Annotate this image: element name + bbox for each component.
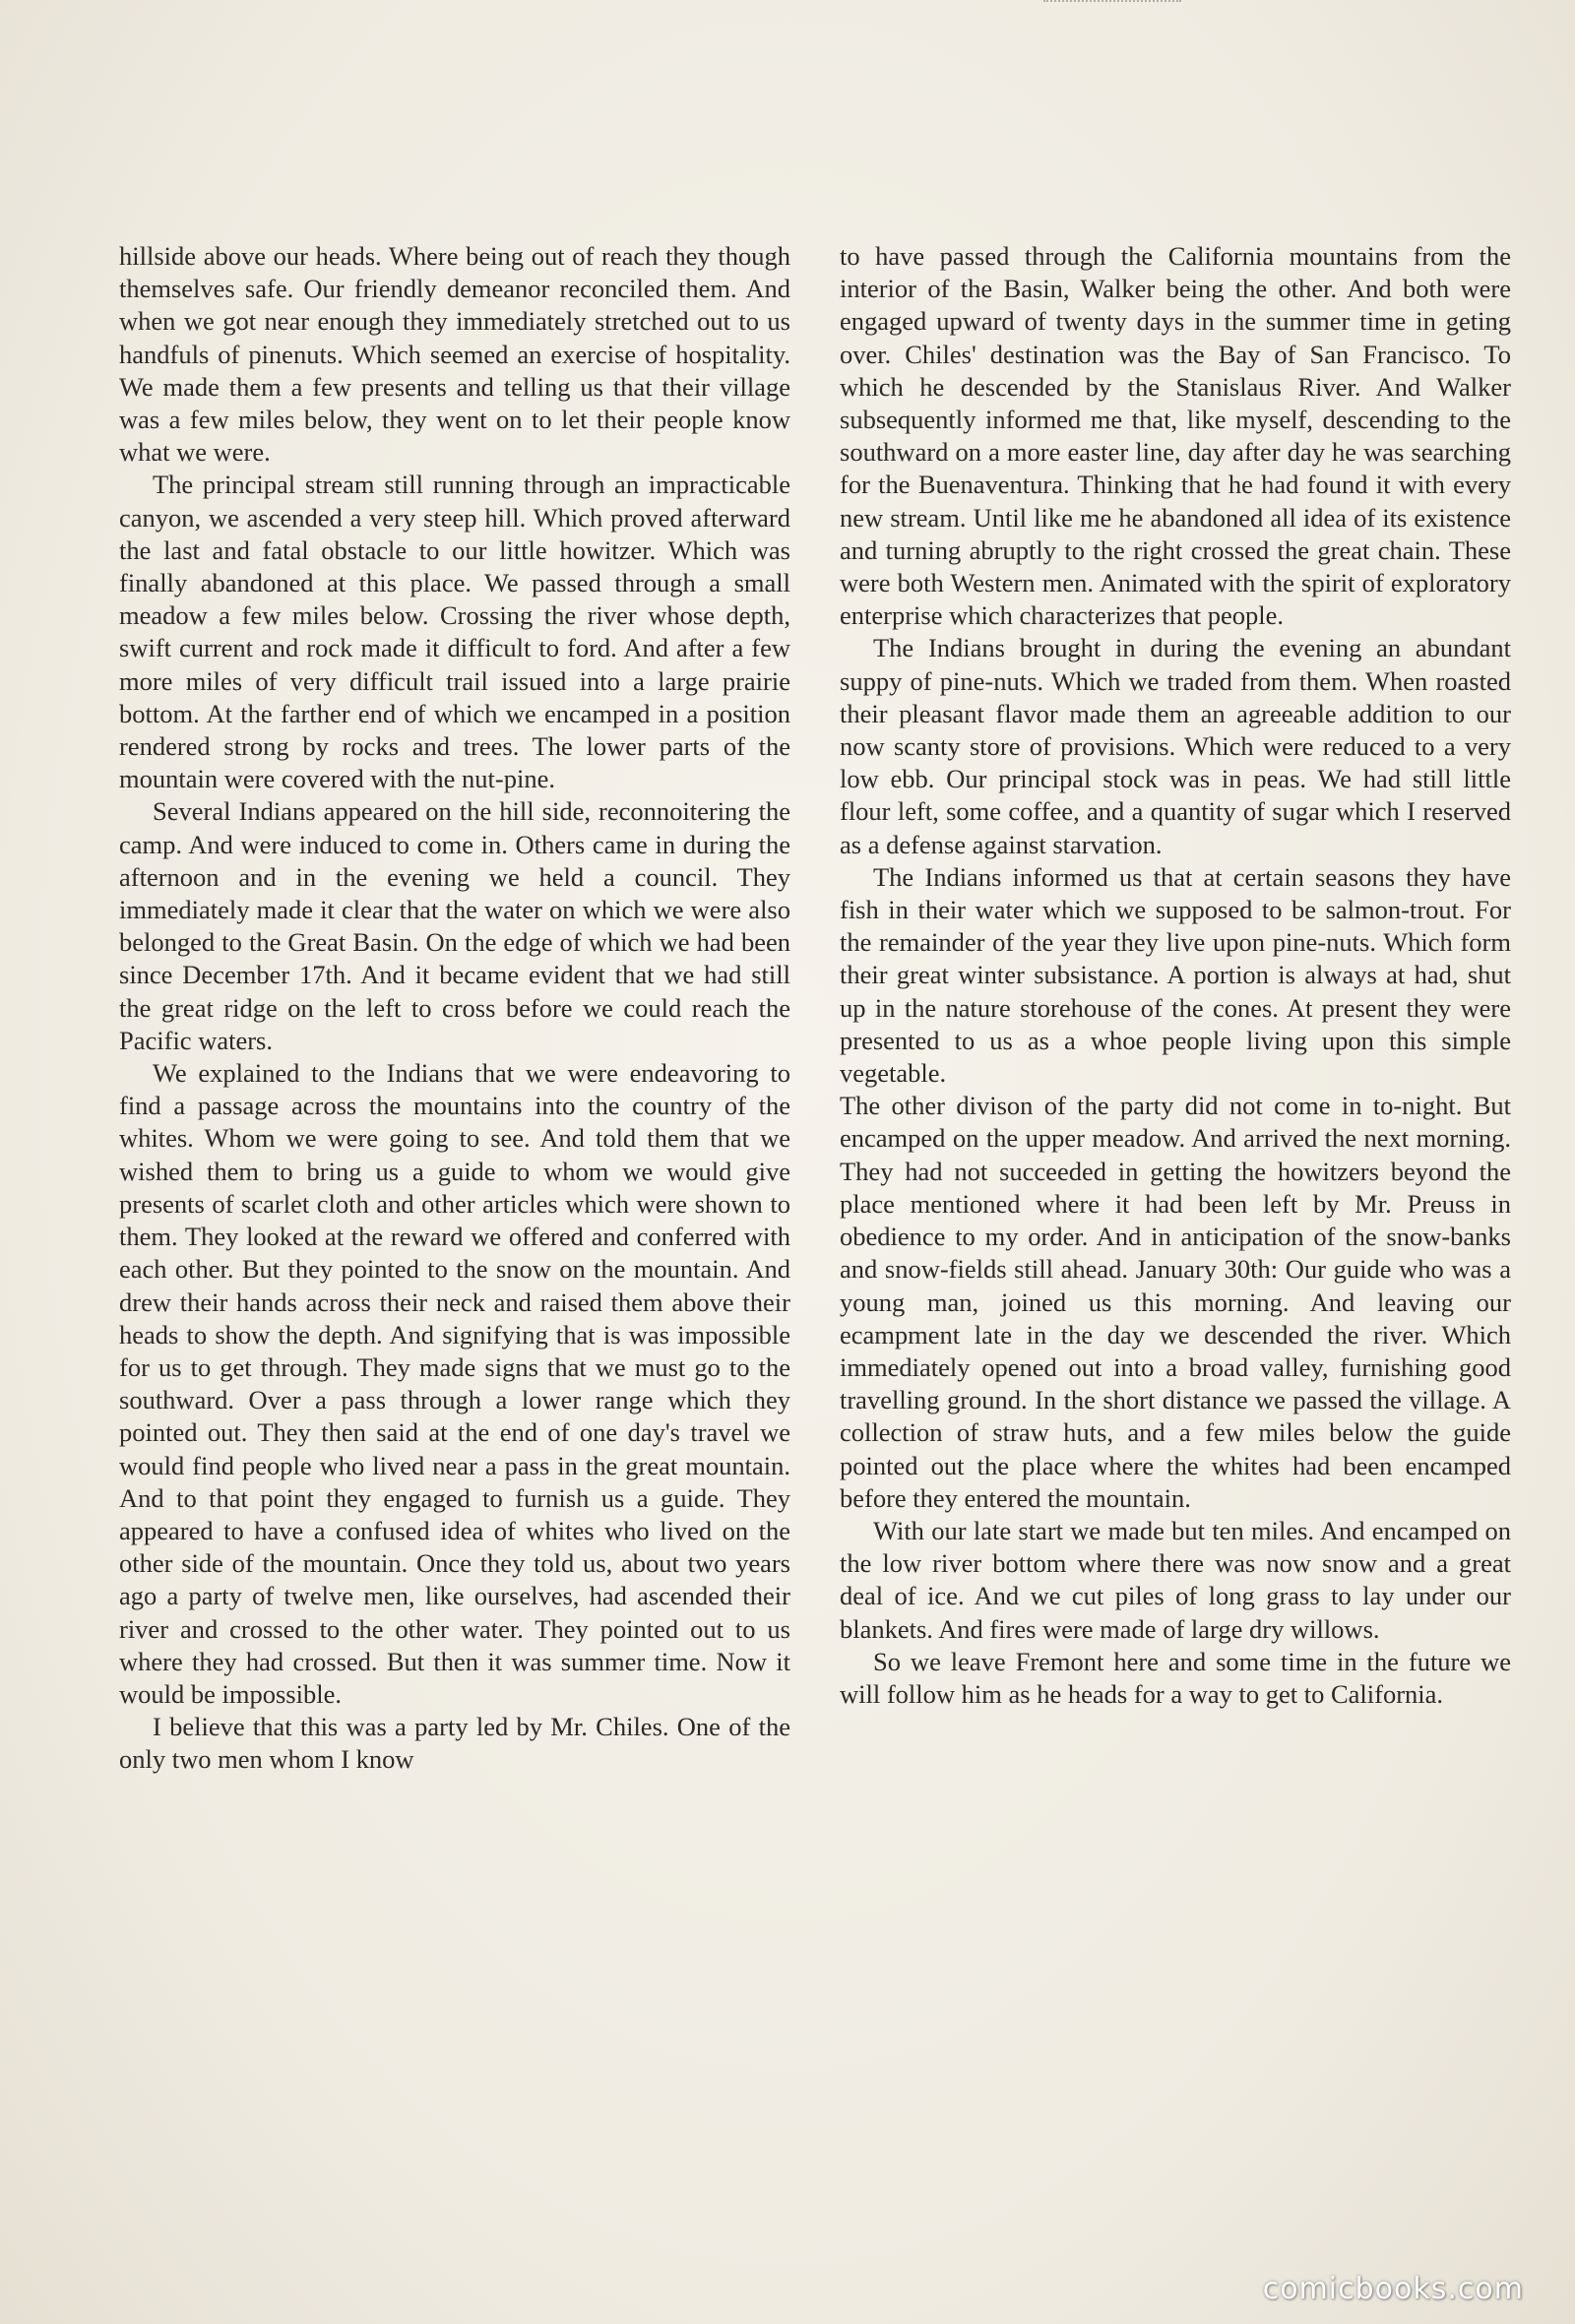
watermark: comicbooks.com	[1262, 2272, 1524, 2306]
paragraph: The Indians informed us that at certain seasons they have fish in their water which we supposed to be salmon-trout. For the remainder of the year they live upon pine-nuts. Which form their great winter subsistance. A portion is always at had, shut up in the nature storehouse of the cones. At present they were presented to us as a whoe people living upon this simple vegetable.	[840, 861, 1511, 1089]
paragraph: to have passed through the California mountains from the interior of the Basin, Walker being the other. And both were engaged upward of twenty days in the summer time in geting over. Chiles' destination was the Bay of San Francisco. To which he descended by the Stanislaus River. And Walker subsequently informed me that, like myself, descending to the southward on a more easter line, day after day he was searching for the Buenaventura. Thinking that he had found it with every new stream. Until like me he abandoned all idea of its existence and turning abruptly to the right crossed the great chain. These were both Western men. Animated with the spirit of exploratory enterprise which characterizes that people.	[840, 241, 1511, 631]
top-edge-mark	[1043, 0, 1181, 8]
paragraph: The Indians brought in during the evening an abundant suppy of pine-nuts. Which we traded from them. When roasted their pleasant flavor made them an agreeable addition to our now scanty store of provisions. Which were reduced to a very low ebb. Our principal stock was in peas. We had still little flour left, some coffee, and a quantity of sugar which I reserved as a defense against starvation.	[840, 633, 1511, 859]
paragraph: Several Indians appeared on the hill side, reconnoitering the camp. And were induced to come in. Others came in during the afternoon and in the evening we held a council. They immediately made it clear that the water on which we were also belonged to the Great Basin. On the edge of which we had been since December 17th. And it became evident that we had still the great ridge on the left to cross before we could reach the Pacific waters.	[119, 796, 790, 1055]
paragraph: With our late start we made but ten miles. And encamped on the low river bottom where there was now snow and a great deal of ice. And we cut piles of long grass to lay under our blankets. And fires were made of large dry willows.	[840, 1515, 1511, 1644]
text-column-right	[840, 240, 1511, 1711]
paragraph: The other divison of the party did not come in to-night. But encamped on the upper meadow. And arrived the next morning. They had not succeeded in getting the howitzers beyond the place mentioned where it had been left by Mr. Preuss in obedience to my order. And in anticipation of the snow-banks and snow-fields still ahead. January 30th: Our guide who was a young man, joined us this morning. And leaving our ecampment late in the day we descended the river. Which immediately opened out into a broad valley, furnishing good travelling ground. In the short distance we passed the village. A collection of straw huts, and a few miles below the guide pointed out the place where the whites had been encamped before they entered the mountain.	[840, 1091, 1511, 1513]
paragraph: hillside above our heads. Where being out of reach they though themselves safe. Our friendly demeanor reconciled them. And when we got near enough they immediately stretched out to us handfuls of pinenuts. Which seemed an exercise of hospitality. We made them a few presents and telling us that their village was a few miles below, they went on to let their people know what we were.	[119, 241, 790, 468]
paragraph: I believe that this was a party led by Mr. Chiles. One of the only two men whom I know	[119, 1712, 790, 1775]
text-column-left	[119, 240, 790, 1777]
paragraph: So we leave Fremont here and some time in the future we will follow him as he heads for a way to get to California.	[840, 1646, 1511, 1709]
paragraph: We explained to the Indians that we were endeavoring to find a passage across the mountains into the country of the whites. Whom we were going to see. And told them that we wished them to bring us a guide to whom we would give presents of scarlet cloth and other articles which were shown to them. They looked at the reward we offered and conferred with each other. But they pointed to the snow on the mountain. And drew their hands across their neck and raised them above their heads to show the depth. And signifying that is was impossible for us to get through. They made signs that we must go to the southward. Over a pass through a lower range which they pointed out. They then said at the end of one day's travel we would find people who lived near a pass in the great mountain. And to that point they engaged to furnish us a guide. They appeared to have a confused idea of whites who lived on the other side of the mountain. Once they told us, about two years ago a party of twelve men, like ourselves, had ascended their river and crossed to the other water. They pointed out to us where they had crossed. But then it was summer time. Now it would be impossible.	[119, 1058, 790, 1709]
paragraph: The principal stream still running through an impracticable canyon, we ascended a very steep hill. Which proved afterward the last and fatal obstacle to our little howitzer. Which was finally abandoned at this place. We passed through a small meadow a few miles below. Crossing the river whose depth, swift current and rock made it difficult to ford. And after a few more miles of very difficult trail issued into a large prairie bottom. At the farther end of which we encamped in a position rendered strong by rocks and trees. The lower parts of the mountain were covered with the nut-pine.	[119, 470, 790, 794]
